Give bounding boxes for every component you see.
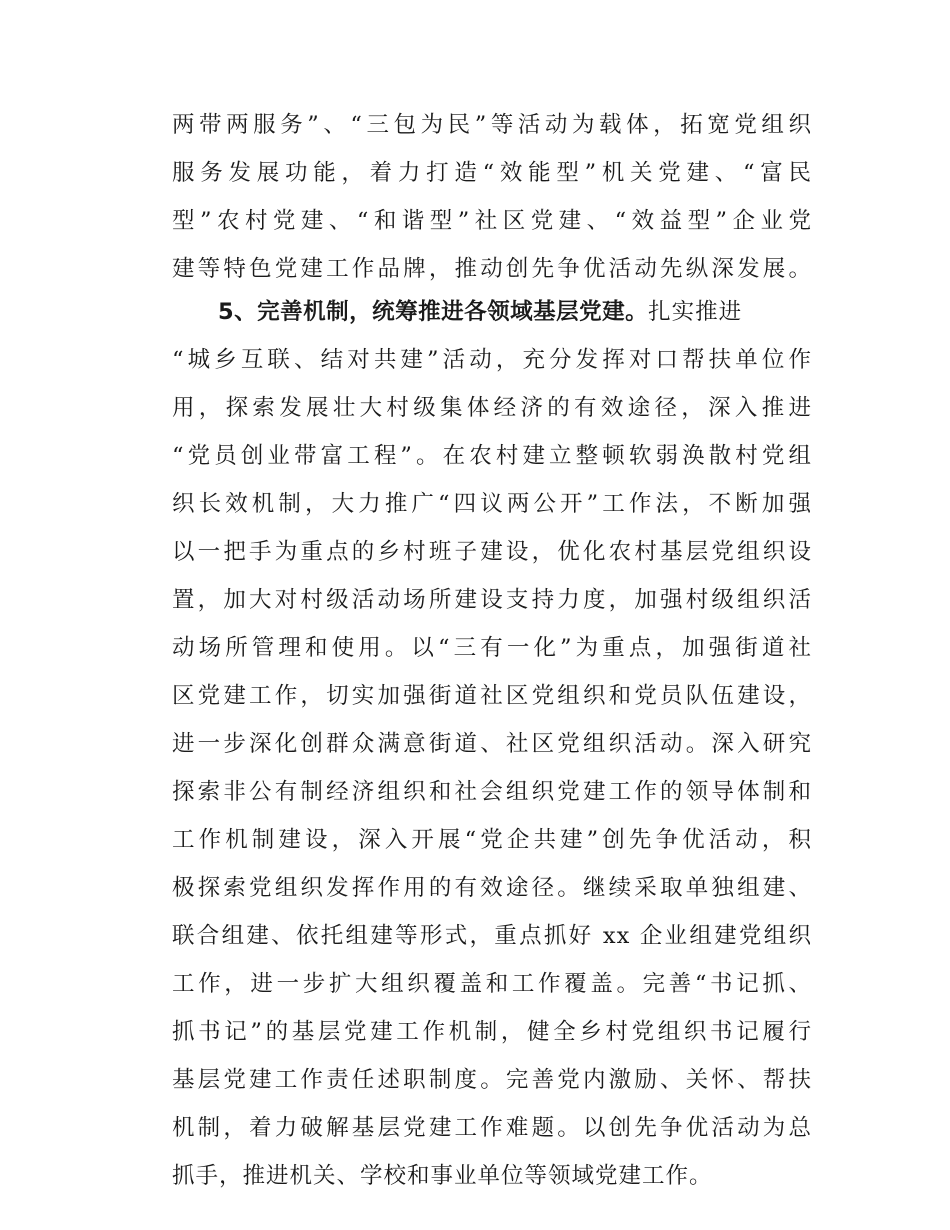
text-line: 型”农村党建、“和谐型”社区党建、“效益型”企业党: [172, 208, 812, 234]
text-line: 进一步深化创群众满意街道、社区党组织活动。深入研究: [172, 731, 812, 757]
text-line: 联合组建、依托组建等形式，重点抓好 xx 企业组建党组织: [172, 923, 812, 949]
text-line: 抓手，推进机关、学校和事业单位等领域党建工作。: [172, 1163, 713, 1189]
text-line: 区党建工作，切实加强街道社区党组织和党员队伍建设，: [172, 683, 812, 709]
text-line: 服务发展功能，着力打造“效能型”机关党建、“富民: [172, 160, 812, 186]
text-line: 工作，进一步扩大组织覆盖和工作覆盖。完善“书记抓、: [172, 971, 812, 997]
text-line: 织长效机制，大力推广“四议两公开”工作法，不断加强: [172, 491, 812, 517]
text-line: 建等特色党建工作品牌，推动创先争优活动先纵深发展。: [172, 256, 812, 282]
text-line: 机制，着力破解基层党建工作难题。以创先争优活动为总: [172, 1115, 812, 1141]
text-line: “城乡互联、结对共建”活动，充分发挥对口帮扶单位作: [172, 347, 812, 373]
text-line: 以一把手为重点的乡村班子建设，优化农村基层党组织设: [172, 539, 812, 565]
text-line: 工作机制建设，深入开展“党企共建”创先争优活动，积: [172, 827, 812, 853]
paragraph-1: [172, 101, 812, 293]
text-line: 置，加大对村级活动场所建设支持力度，加强村级组织活: [172, 587, 812, 613]
text-line: “党员创业带富工程”。在农村建立整顿软弱涣散村党组: [172, 443, 812, 469]
paragraph-2: [172, 288, 812, 1200]
text-line: 基层党建工作责任述职制度。完善党内激励、关怀、帮扶: [172, 1067, 812, 1093]
text-line: 两带两服务”、“三包为民”等活动为载体，拓宽党组织: [172, 112, 812, 138]
text-span: 扎实推进: [648, 299, 743, 325]
text-line: 探索非公有制经济组织和社会组织党建工作的领导体制和: [172, 779, 812, 805]
text-line: 极探索党组织发挥作用的有效途径。继续采取单独组建、: [172, 875, 812, 901]
paragraph-2-first-line: [172, 288, 812, 336]
section-heading: 5、完善机制，统筹推进各领域基层党建。: [218, 299, 649, 325]
text-line: 抓书记”的基层党建工作机制，健全乡村党组织书记履行: [172, 1019, 812, 1045]
text-line: 用，探索发展壮大村级集体经济的有效途径，深入推进: [172, 395, 812, 421]
text-line: 动场所管理和使用。以“三有一化”为重点，加强街道社: [172, 635, 812, 661]
